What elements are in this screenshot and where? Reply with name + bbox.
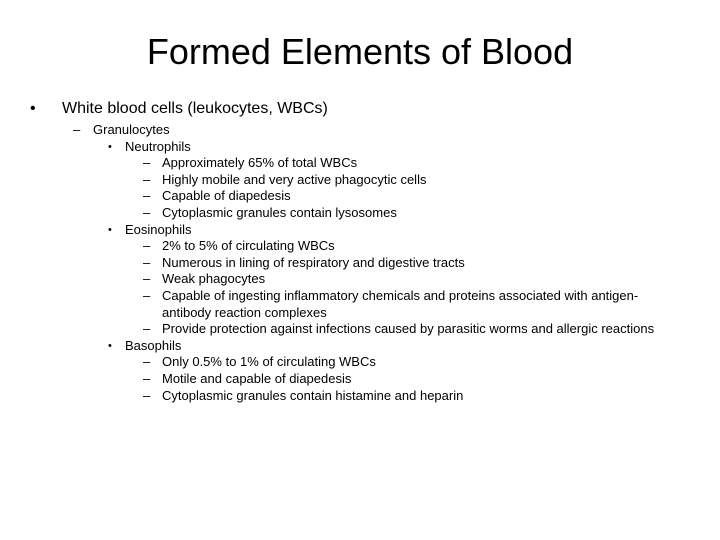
subitem-granulocytes <box>0 122 720 139</box>
dash-marker: – <box>143 354 151 370</box>
cell-type-basophils <box>0 338 720 355</box>
list-item <box>0 155 720 172</box>
bullet-marker: • <box>108 223 112 236</box>
cell-type-label: Neutrophils <box>125 138 191 154</box>
list-item <box>0 288 720 321</box>
slide-title: Formed Elements of Blood <box>146 31 574 72</box>
cell-type-label: Eosinophils <box>125 221 192 237</box>
list-item-text: Only 0.5% to 1% of circulating WBCs <box>162 354 376 370</box>
list-item-text: Motile and capable of diapedesis <box>162 370 352 386</box>
dash-marker: – <box>143 155 151 171</box>
list-item-text: Capable of ingesting inflammatory chemicals and proteins associated with antigen-antibody reaction complexes <box>162 287 639 320</box>
list-item <box>0 238 720 255</box>
dash-marker: – <box>143 321 151 337</box>
cell-type-neutrophils <box>0 139 720 156</box>
list-item-text: Capable of diapedesis <box>162 188 291 204</box>
list-item-text: Numerous in lining of respiratory and digestive tracts <box>162 254 465 270</box>
bullet-marker: • <box>108 339 112 352</box>
list-item <box>0 354 720 371</box>
dash-marker: – <box>143 370 151 386</box>
list-item-text: Approximately 65% of total WBCs <box>162 155 358 171</box>
list-item-text: Cytoplasmic granules contain histamine and heparin <box>162 387 464 403</box>
dash-marker: – <box>143 171 151 187</box>
cell-type-label: Basophils <box>125 337 182 353</box>
list-item-text: Cytoplasmic granules contain lysosomes <box>162 204 397 220</box>
dash-marker: – <box>143 188 151 204</box>
dash-marker: – <box>143 271 151 287</box>
bullet-text: White blood cells (leukocytes, WBCs) <box>62 100 328 117</box>
list-item <box>0 321 720 338</box>
list-item <box>0 205 720 222</box>
list-item-text: Highly mobile and very active phagocytic cells <box>162 171 427 187</box>
dash-marker: – <box>73 122 81 137</box>
dash-marker: – <box>143 387 151 403</box>
dash-marker: – <box>143 254 151 270</box>
list-item-text: Weak phagocytes <box>162 271 266 287</box>
dash-marker: – <box>143 204 151 220</box>
list-item <box>0 271 720 288</box>
list-item <box>0 388 720 405</box>
list-item <box>0 371 720 388</box>
subitem-text: Granulocytes <box>93 122 170 137</box>
dash-marker: – <box>143 238 151 254</box>
list-item <box>0 255 720 272</box>
list-item-text: Provide protection against infections caused by parasitic worms and allergic reactions <box>162 321 655 337</box>
cell-type-eosinophils <box>0 222 720 239</box>
dash-marker: – <box>143 287 151 303</box>
bullet-marker: • <box>30 100 36 117</box>
list-item <box>0 188 720 205</box>
list-item <box>0 172 720 189</box>
bullet-marker: • <box>108 140 112 153</box>
outline-body <box>0 122 720 404</box>
list-item-text: 2% to 5% of circulating WBCs <box>162 238 335 254</box>
